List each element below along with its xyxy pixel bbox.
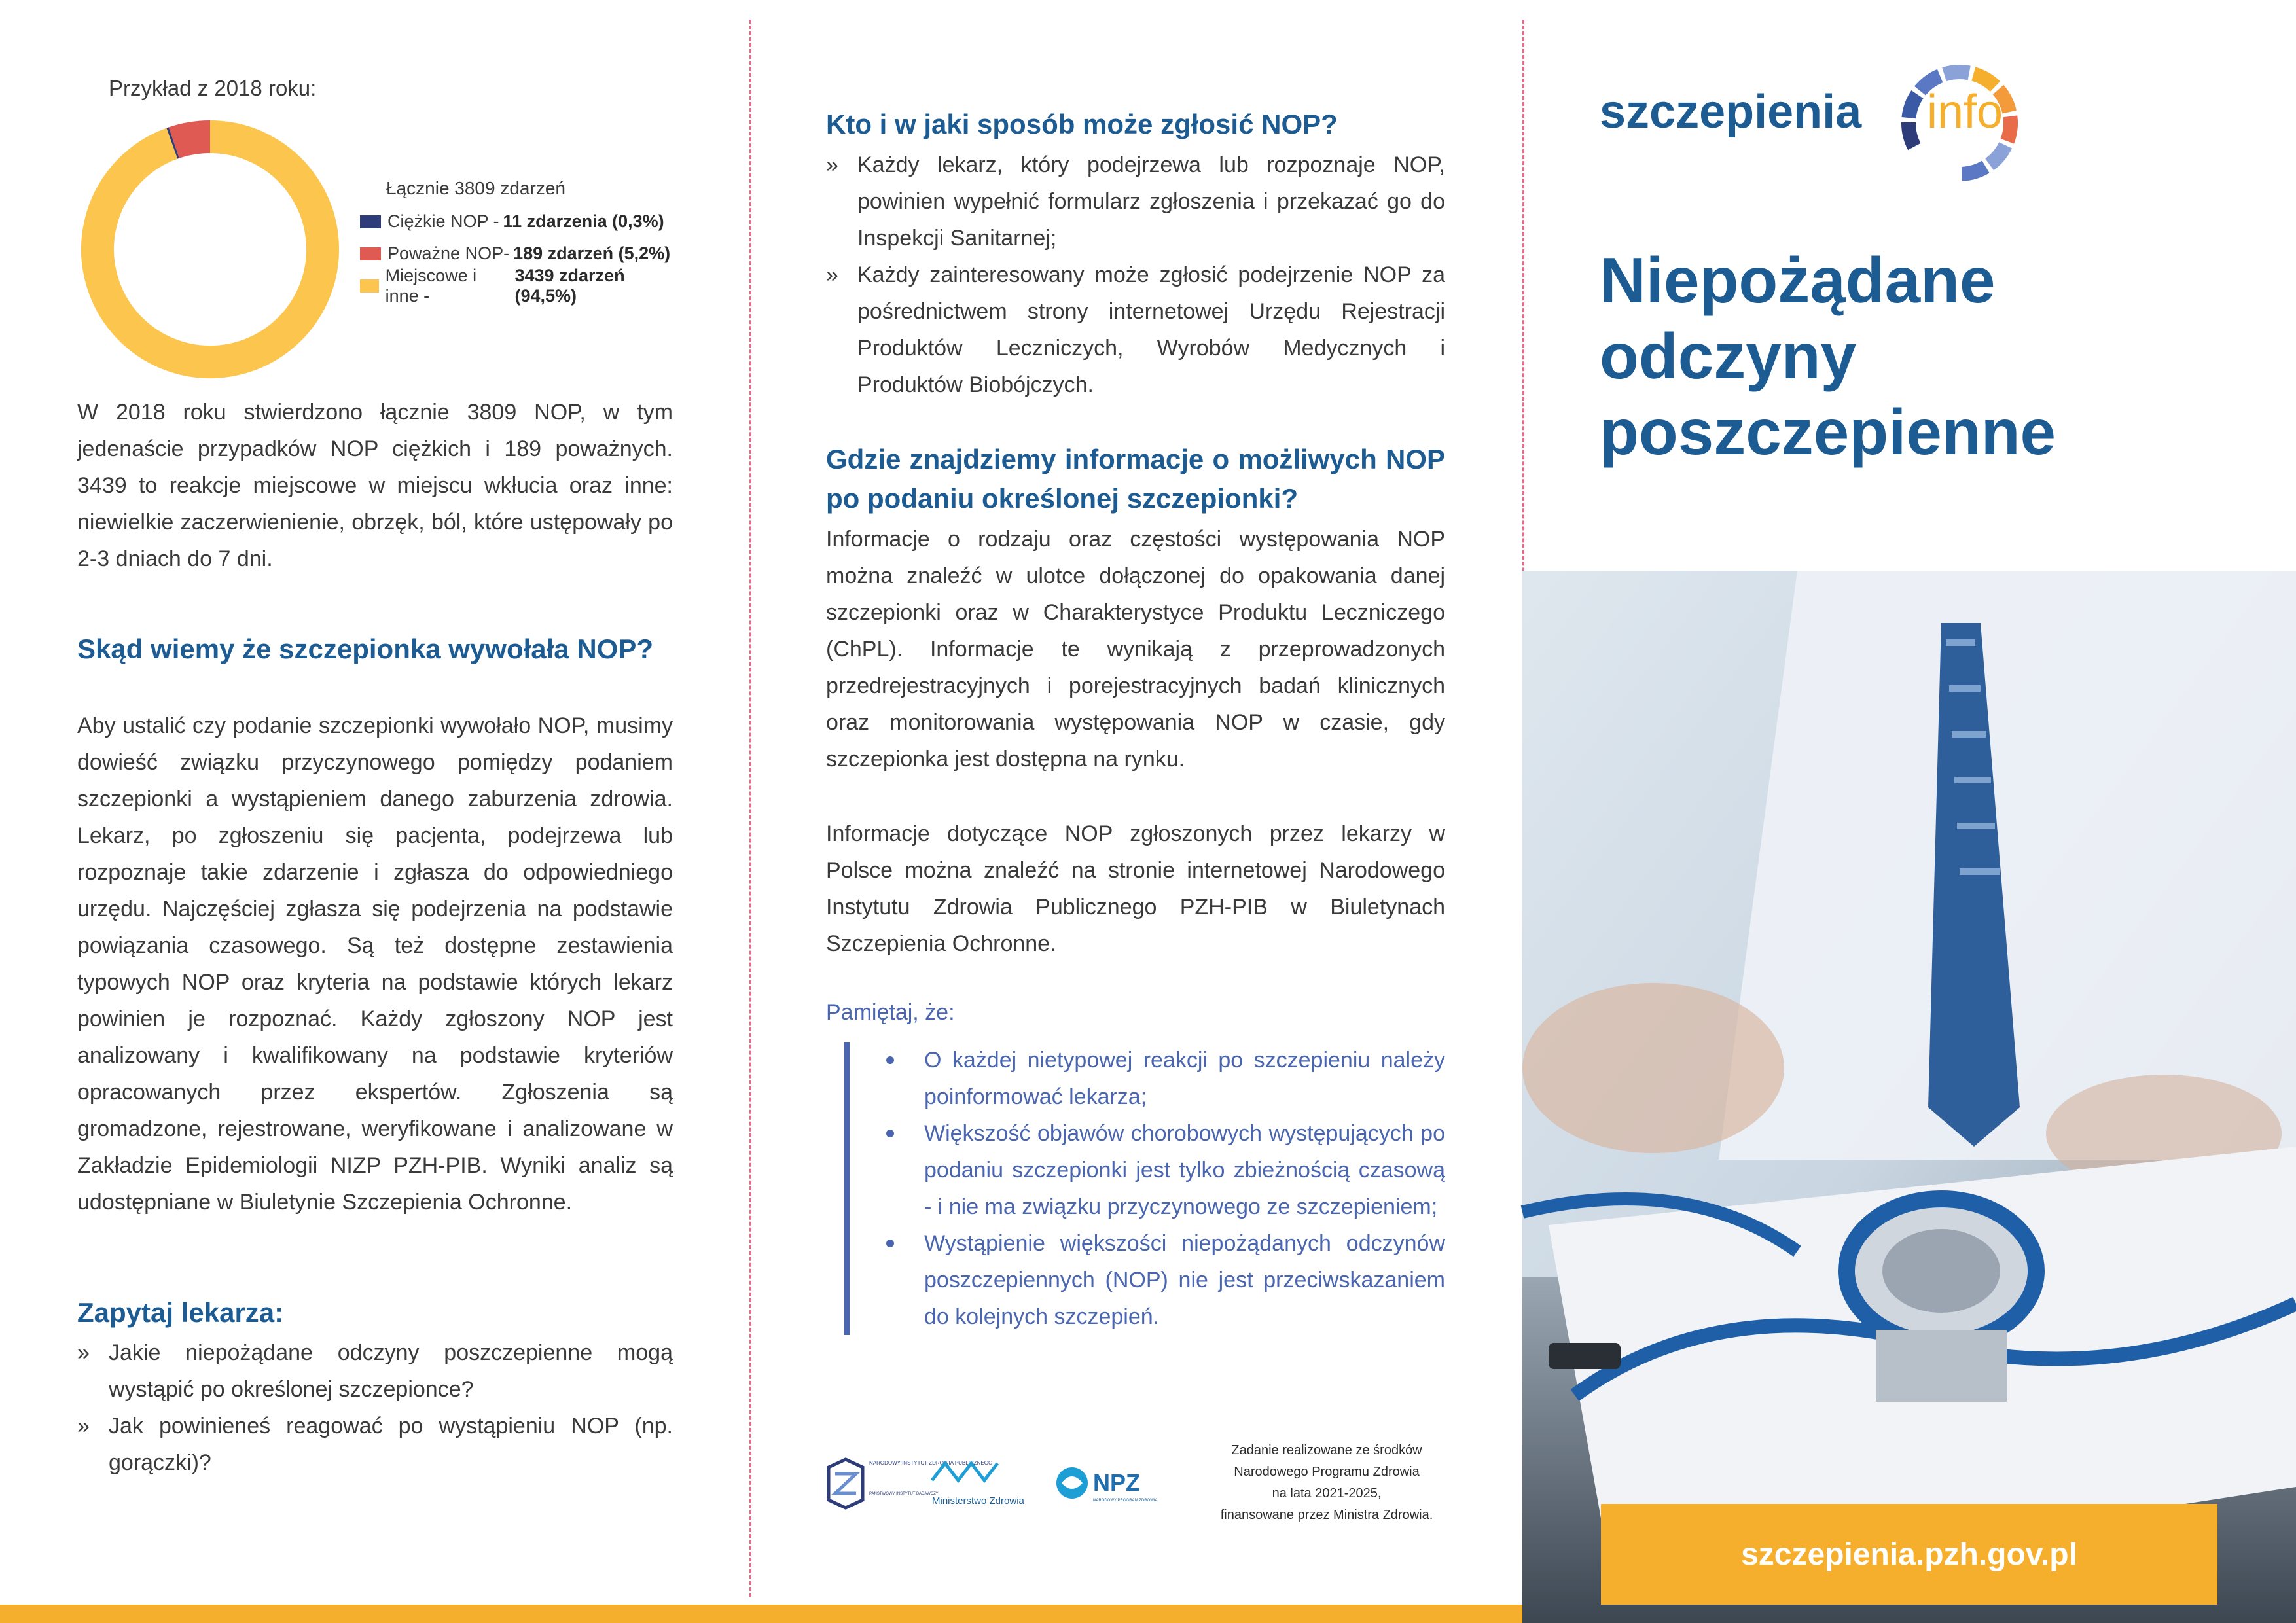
- brand-ring-segment: [1990, 145, 2006, 164]
- list-item-text: Każdy lekarz, który podejrzewa lub rozpoznaje NOP, powinien wypełnić formularz zgłoszenia i przekazać go do Inspekcji Sanitarnej;: [857, 152, 1445, 251]
- summary-paragraph: W 2018 roku stwierdzono łącznie 3809 NOP, w tym jedenaście przypadków NOP ciężkich i 189 poważnych. 3439 to reakcje miejscowe w miejscu wkłucia oraz inne: niewielkie zaczerwienienie, obrzęk, ból, które ustępowały po 2-3 dniach do 7 dni.: [77, 400, 673, 571]
- events-donut-chart: [77, 116, 343, 382]
- website-banner[interactable]: [1601, 1504, 2217, 1605]
- funding-line: finansowane przez Ministra Zdrowia.: [1220, 1508, 1433, 1522]
- legend-item-local: [360, 265, 673, 306]
- brand-logo: [1600, 58, 2058, 182]
- list-item: [886, 1225, 1445, 1335]
- ask-doctor-list: [77, 1334, 673, 1481]
- legend-swatch-severe: [360, 215, 381, 228]
- bullet-marker: »: [826, 152, 838, 177]
- npz-logo-text: NPZ: [1093, 1469, 1140, 1496]
- nizp-logo-subtext: PAŃSTWOWY INSTYTUT BADAWCZY: [869, 1492, 939, 1496]
- brand-ring-segment: [1962, 167, 1986, 174]
- list-item-text: Każdy zainteresowany może zgłosić podejrzenie NOP za pośrednictwem strony internetowej Urzędu Rejestracji Produktów Leczniczych, Wyrobów Medycznych i Produktów Biobójczych.: [857, 262, 1445, 397]
- bullet-dot: [886, 1240, 894, 1247]
- section-heading-causality: Skąd wiemy że szczepionka wywołała NOP?: [77, 633, 653, 664]
- ministry-of-health-logo: [924, 1454, 1029, 1513]
- bullet-dot: [886, 1130, 894, 1137]
- list-item: [826, 147, 1445, 257]
- chart-title: Przykład z 2018 roku:: [109, 76, 317, 100]
- remember-list: [844, 1042, 1445, 1335]
- list-item-text: Większość objawów chorobowych występujących po podaniu szczepionki jest tylko zbieżnością czasową - i nie ma związku przyczynowego ze szczepieniem;: [924, 1121, 1445, 1219]
- where-info-paragraph-2: Informacje dotyczące NOP zgłoszonych przez lekarzy w Polsce można znaleźć na stronie internetowej Narodowego Instytutu Zdrowia Publicznego PZH-PIB w Biuletynach Szczepienia Ochronne.: [826, 821, 1445, 956]
- brand-ring-segment: [2007, 116, 2011, 141]
- funding-line: Narodowego Programu Zdrowia: [1234, 1465, 1420, 1479]
- funding-line: na lata 2021-2025,: [1272, 1486, 1382, 1501]
- brand-name: szczepienia: [1600, 86, 1862, 138]
- brand-suffix: info: [1927, 86, 2003, 138]
- bullet-marker: »: [77, 1414, 90, 1438]
- section-heading-ask-doctor: Zapytaj lekarza:: [77, 1297, 284, 1328]
- chart-total-label: Łącznie 3809 zdarzeń: [386, 178, 565, 198]
- legend-value-local: 3439 zdarzeń (94,5%): [514, 265, 625, 306]
- brand-ring-segment: [1909, 94, 1917, 118]
- funding-note: [1212, 1440, 1441, 1526]
- title-line: odczyny: [1600, 320, 1857, 392]
- list-item: [77, 1334, 673, 1408]
- list-item: [77, 1408, 673, 1481]
- brand-ring-segment: [1945, 72, 1969, 75]
- npz-logo: [1055, 1461, 1166, 1507]
- legend-label-serious: Poważne NOP-: [387, 243, 510, 263]
- legend-label-severe: Ciężkie NOP -: [387, 211, 499, 231]
- list-item-text: Wystąpienie większości niepożądanych odczynów poszczepiennych (NOP) nie jest przeciwskazaniem do kolejnych szczepień.: [924, 1231, 1445, 1329]
- nizp-logo-text: NARODOWY INSTYTUT ZDROWIA PUBLICZNEGO: [869, 1460, 993, 1466]
- bullet-dot: [886, 1056, 894, 1064]
- title-line: poszczepienne: [1600, 396, 2056, 468]
- legend-swatch-serious: [360, 247, 381, 260]
- list-item: [826, 257, 1445, 403]
- legend-swatch-local: [360, 279, 379, 293]
- title-line: Niepożądane: [1600, 244, 1996, 316]
- legend-value-serious: 189 zdarzeń (5,2%): [513, 243, 671, 263]
- legend-value-severe: 11 zdarzenia (0,3%): [503, 211, 664, 231]
- legend-item-severe: [360, 205, 673, 238]
- brand-ring-segment: [1909, 122, 1914, 147]
- ministry-logo-text: Ministerstwo Zdrowia: [932, 1495, 1024, 1507]
- who-reports-list: [826, 147, 1445, 403]
- list-item: [886, 1115, 1445, 1225]
- chart-legend: [360, 178, 673, 306]
- npz-logo-subtext: NARODOWY PROGRAM ZDROWIA: [1093, 1499, 1158, 1503]
- bullet-marker: »: [826, 262, 838, 287]
- legend-label-local: Miejscowe i inne -: [385, 265, 477, 306]
- panel-cover: [1522, 0, 2296, 1623]
- section-heading-where-info: Gdzie znajdziemy informacje o możliwych NOP po podaniu określonej szczepionki?: [826, 444, 1445, 514]
- list-item-text: Jak powinieneś reagować po wystąpieniu NOP (np. gorączki)?: [109, 1414, 673, 1475]
- where-info-paragraph-1: Informacje o rodzaju oraz częstości występowania NOP można znaleźć w ulotce dołączonej do opakowania danej szczepionki oraz w Charakterystyce Produktu Leczniczego (ChPL). Informacje te wynikają z przeprowadzonych przedrejestracyjnych i porejestracyjnych badań klinicznych oraz monitorowania występowania NOP w czasie, gdy szczepionka jest dostępna na rynku.: [826, 527, 1445, 772]
- sponsor-logos: [826, 1440, 1445, 1531]
- section-heading-who-reports: Kto i w jaki sposób może zgłosić NOP?: [826, 109, 1338, 139]
- fold-line-1: [749, 20, 751, 1597]
- list-item-text: Jakie niepożądane odczyny poszczepienne mogą wystąpić po określonej szczepionce?: [109, 1340, 673, 1402]
- causality-paragraph: Aby ustalić czy podanie szczepionki wywołało NOP, musimy dowieść związku przyczynowego pomiędzy podaniem szczepionki a wystąpieniem danego zaburzenia zdrowia. Lekarz, po zgłoszeniu się pacjenta, podejrzewa lub rozpoznaje takie zdarzenie i zgłasza do odpowiedniego urzędu. Najczęściej zgłasza się podejrzenia na podstawie powiązania czasowego. Są też dostępne zestawienia typowych NOP oraz kryteria na podstawie których lekarz powinien je rozpoznać. Każdy zgłoszony NOP jest analizowany i kwalifikowany na podstawie kryteriów opracowanych przez ekspertów. Zgłoszenia są gromadzone, rejestrowane, weryfikowane i analizowane w Zakładzie Epidemiologii NIZP PZH-PIB. Wyniki analiz są udostępniane w Biuletynie Szczepienia Ochronne.: [77, 713, 673, 1215]
- doctor-stethoscope-photo: [1522, 571, 2296, 1623]
- list-item: [886, 1042, 1445, 1115]
- website-link[interactable]: szczepienia.pzh.gov.pl: [1741, 1537, 2077, 1572]
- page-title: [1600, 242, 2254, 470]
- list-item-text: O każdej nietypowej reakcji po szczepieniu należy poinformować lekarza;: [924, 1048, 1445, 1109]
- funding-line: Zadanie realizowane ze środków: [1231, 1443, 1422, 1457]
- donut-slice-serious: [174, 137, 210, 143]
- donut-slice-local: [98, 137, 323, 362]
- remember-heading: Pamiętaj, że:: [826, 1000, 955, 1025]
- bullet-marker: »: [77, 1340, 90, 1365]
